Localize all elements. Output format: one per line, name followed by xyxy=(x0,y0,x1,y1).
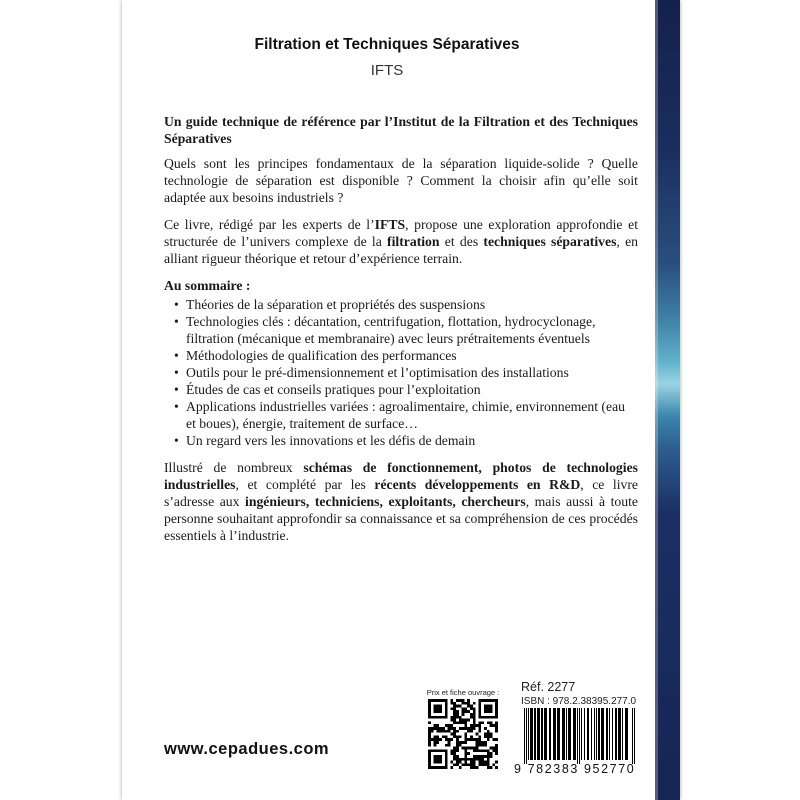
bold-run: récents développements en R&D xyxy=(374,477,581,492)
text-run: , et complété par les xyxy=(235,477,375,492)
text-run: , en alliant rigueur théorique et retour d’expérience terrain. xyxy=(164,234,638,266)
audience-paragraph xyxy=(164,459,638,544)
description-paragraph xyxy=(164,216,638,267)
toc-item: • Outils pour le pré-dimensionnement et l’optimisation des installations xyxy=(174,364,638,381)
barcode-icon xyxy=(520,708,638,764)
toc-list xyxy=(164,296,638,449)
lead-heading: Un guide technique de référence par l’Institut de la Filtration et des Techniques Séparatives xyxy=(164,114,638,146)
toc-item: • Applications industrielles variées : agroalimentaire, chimie, environnement (eau et boues), énergie, traitement de surface… xyxy=(174,398,638,432)
publisher-website[interactable]: www.cepadues.com xyxy=(164,740,330,758)
bold-run: filtration xyxy=(387,234,440,249)
bold-run: IFTS xyxy=(374,217,406,232)
toc-item: • Théories de la séparation et propriétés des suspensions xyxy=(174,296,638,313)
toc-item: • Un regard vers les innovations et les défis de demain xyxy=(174,432,638,449)
isbn-number: ISBN : 978.2.38395.277.0 xyxy=(521,696,637,707)
text-run: et des xyxy=(439,234,484,249)
text-run: , mais aussi à toute personne souhaitant approfondir sa connaissance et sa compréhension de ces procédés essentiels à l’industrie. xyxy=(164,494,638,543)
book-title: Filtration et Techniques Séparatives xyxy=(254,36,520,53)
text-run: , propose une exploration approfondie et structurée de l’univers complexe de la xyxy=(164,217,638,249)
toc-item: • Technologies clés : décantation, centrifugation, flottation, hydrocyclonage, filtration (mécanique et membranaire) avec leurs prétraitements éventuels xyxy=(174,313,638,347)
toc-heading: Au sommaire : xyxy=(164,278,251,293)
back-cover-text xyxy=(164,113,638,554)
text-run: Ce livre, rédigé par les experts de l’ xyxy=(164,217,375,232)
bold-run: ingénieurs, techniciens, exploitants, chercheurs xyxy=(245,494,526,509)
qr-label: Prix et fiche ouvrage : xyxy=(426,688,500,697)
qr-code-icon[interactable] xyxy=(428,699,498,769)
book-author: IFTS xyxy=(370,62,404,79)
bold-run: techniques séparatives xyxy=(483,234,617,249)
barcode-digits: 9 782383 952770 xyxy=(514,762,636,776)
intro-paragraph: Quels sont les principes fondamentaux de la séparation liquide-solide ? Quelle technologie de séparation est disponible ? Comment la choisir afin qu’elle soit adaptée aux besoins industriels ? xyxy=(164,156,638,205)
bold-run: schémas de fonctionnement, photos de technologies industrielles xyxy=(164,460,638,492)
text-run: Illustré de nombreux xyxy=(164,460,304,475)
toc-item: • Méthodologies de qualification des performances xyxy=(174,347,638,364)
book-spine xyxy=(655,0,680,800)
text-run: , ce livre s’adresse aux xyxy=(164,477,639,509)
reference-number: Réf. 2277 xyxy=(521,680,576,694)
toc-item: • Études de cas et conseils pratiques pour l’exploitation xyxy=(174,381,638,398)
